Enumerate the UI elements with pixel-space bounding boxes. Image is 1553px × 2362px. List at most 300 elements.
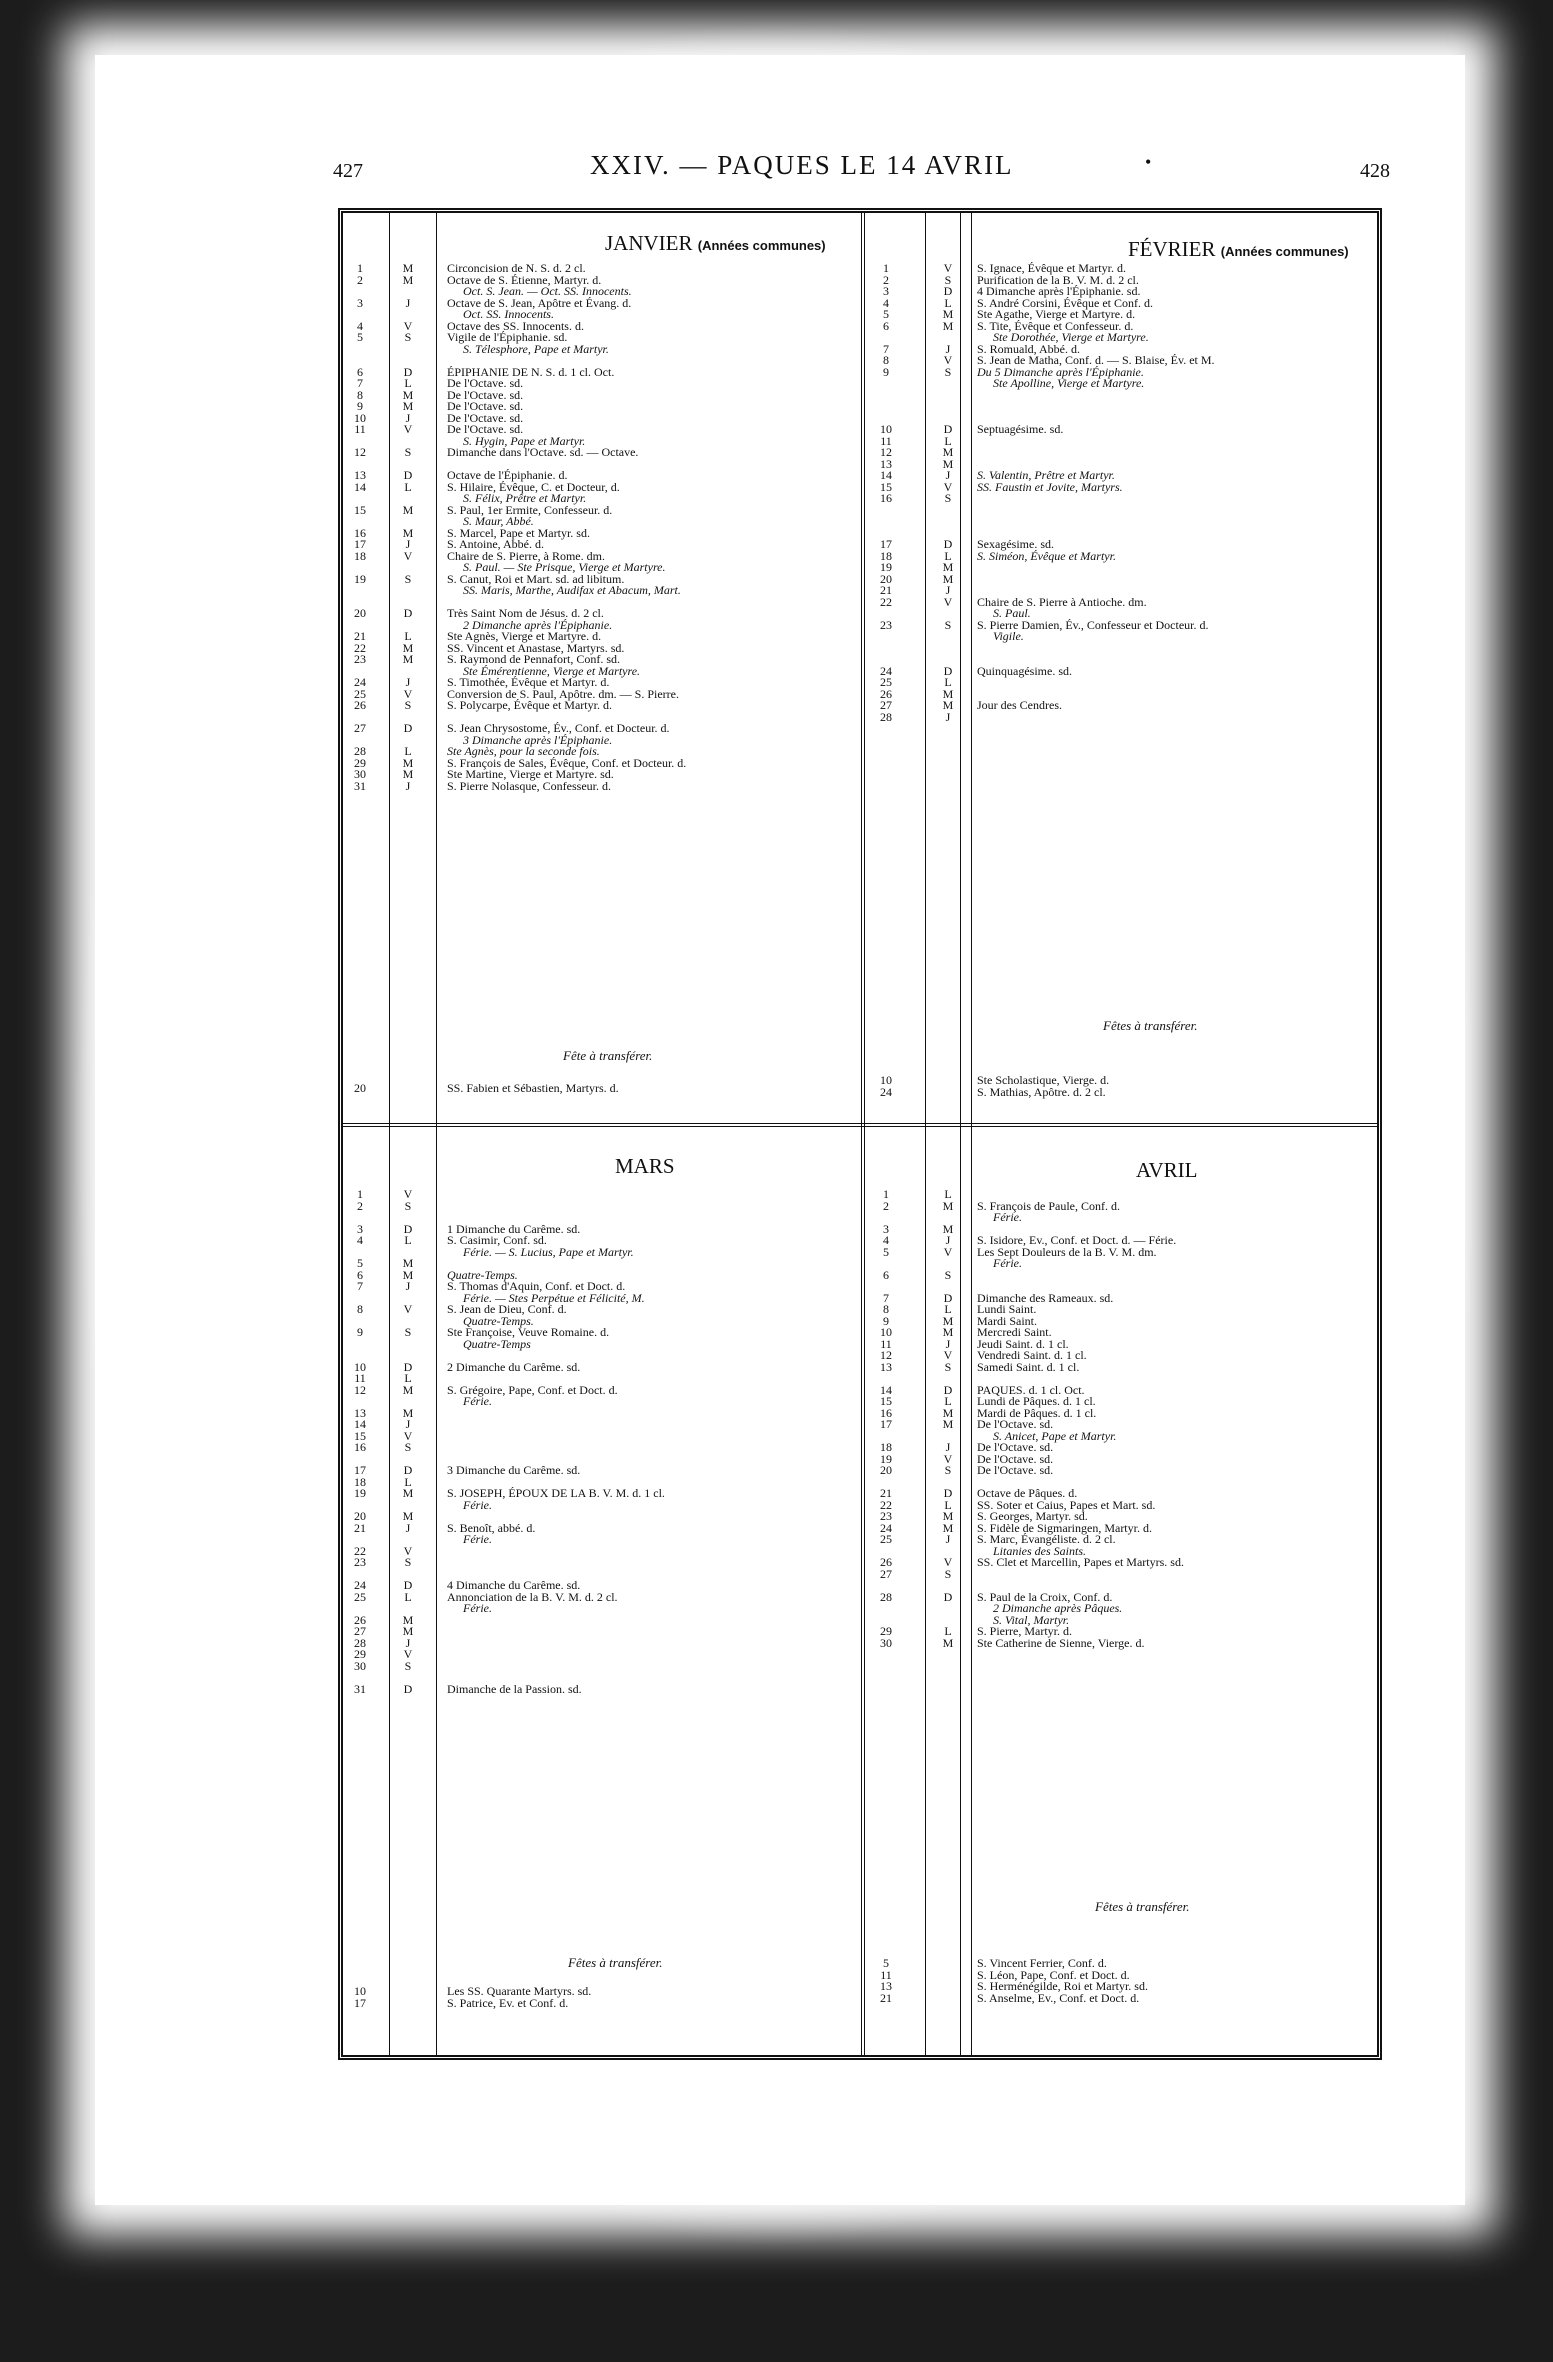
feast-entry: Octave de Pâques. d. bbox=[977, 1486, 1078, 1500]
feast-entry: Férie. bbox=[463, 1394, 492, 1408]
weekday-letter: D bbox=[943, 537, 953, 551]
weekday-letter: D bbox=[943, 1486, 953, 1500]
day-number: 27 bbox=[354, 721, 366, 735]
day-number: 3 bbox=[883, 1221, 889, 1236]
weekday-letter: V bbox=[403, 1302, 413, 1316]
feast-entry: S. Pierre Nolasque, Confesseur. d. bbox=[447, 778, 611, 793]
feast-entry: S. Canut, Roi et Mart. sd. ad libitum. bbox=[447, 571, 625, 586]
weekday-letter: V bbox=[403, 422, 413, 436]
feast-entry: Octave de l'Épiphanie. d. bbox=[447, 468, 568, 482]
transferred-feast: SS. Fabien et Sébastien, Martyrs. d. bbox=[447, 1081, 619, 1095]
weekday-letter: V bbox=[943, 1451, 953, 1466]
month-title-mars: MARS bbox=[615, 1154, 675, 1178]
weekday-letter: L bbox=[404, 479, 412, 494]
weekday-letter: S bbox=[404, 445, 412, 459]
weekday-letter: J bbox=[405, 537, 411, 551]
weekday-letter: S bbox=[944, 272, 952, 287]
quarter-separator bbox=[343, 1123, 1377, 1127]
day-number: 28 bbox=[354, 1635, 366, 1650]
weekday-letter: S bbox=[944, 364, 952, 379]
weekday-letter: M bbox=[942, 686, 954, 701]
weekday-letter: J bbox=[945, 341, 951, 356]
weekday-letter: M bbox=[942, 1221, 954, 1236]
feast-entry: De l'Octave. sd. bbox=[977, 1451, 1054, 1466]
weekday-letter: M bbox=[402, 502, 414, 517]
feast-entry: S. Maur, Abbé. bbox=[463, 514, 534, 528]
feast-entry: S. Romuald, Abbé. d. bbox=[977, 341, 1081, 356]
feast-entry: S. Félix, Prêtre et Martyr. bbox=[463, 491, 587, 505]
weekday-letter: M bbox=[402, 1486, 414, 1500]
transfer-day-number: 5 bbox=[883, 1956, 889, 1970]
feast-entry: Mardi de Pâques. d. 1 cl. bbox=[977, 1405, 1097, 1420]
day-number: 8 bbox=[883, 1302, 889, 1316]
weekday-letter: L bbox=[944, 675, 952, 689]
day-number: 7 bbox=[357, 376, 363, 390]
calendar-table bbox=[338, 208, 1382, 2060]
weekday-letter: S bbox=[944, 617, 952, 632]
weekday-letter: M bbox=[402, 767, 414, 781]
weekday-letter: M bbox=[942, 1405, 954, 1420]
day-number: 18 bbox=[354, 548, 366, 563]
feast-entry: S. Benoît, abbé. d. bbox=[447, 1520, 536, 1535]
transfer-day-number: 17 bbox=[354, 1995, 366, 2010]
weekday-letter: S bbox=[404, 1440, 412, 1454]
transferred-feast: S. Mathias, Apôtre. d. 2 cl. bbox=[977, 1084, 1106, 1099]
day-number: 9 bbox=[357, 399, 363, 413]
feasts-to-transfer-label: Fêtes à transférer. bbox=[568, 1955, 663, 1970]
day-number: 28 bbox=[880, 709, 892, 724]
weekday-letter: M bbox=[942, 307, 954, 321]
feast-entry: 4 Dimanche après l'Épiphanie. sd. bbox=[977, 284, 1141, 298]
day-number: 30 bbox=[354, 767, 366, 781]
weekday-letter: L bbox=[404, 744, 412, 758]
day-number: 19 bbox=[880, 1451, 892, 1466]
day-number: 20 bbox=[354, 606, 366, 620]
weekday-letter: M bbox=[402, 387, 414, 402]
weekday-letter: D bbox=[403, 1359, 413, 1374]
weekday-letter: M bbox=[402, 272, 414, 287]
feast-entry: Ste Martine, Vierge et Martyre. sd. bbox=[447, 767, 614, 781]
day-number: 11 bbox=[880, 1336, 892, 1351]
day-number: 20 bbox=[880, 1463, 892, 1477]
day-number: 24 bbox=[880, 663, 892, 678]
weekday-letter: L bbox=[944, 1497, 952, 1512]
feast-entry: Les Sept Douleurs de la B. V. M. dm. bbox=[977, 1244, 1157, 1259]
weekday-letter: V bbox=[403, 686, 413, 701]
day-number: 16 bbox=[354, 1440, 366, 1454]
day-number: 2 bbox=[357, 1198, 363, 1213]
transfer-day-number: 20 bbox=[354, 1081, 366, 1095]
weekday-letter: J bbox=[945, 1440, 951, 1454]
weekday-letter: V bbox=[943, 261, 953, 275]
day-number: 20 bbox=[880, 571, 892, 586]
feast-entry: S. Vital, Martyr. bbox=[993, 1612, 1070, 1627]
weekday-letter: J bbox=[405, 1635, 411, 1650]
day-number: 15 bbox=[880, 1394, 892, 1408]
feast-entry: Purification de la B. V. M. d. 2 cl. bbox=[977, 272, 1139, 287]
day-number: 24 bbox=[354, 675, 366, 689]
weekday-letter: V bbox=[403, 1428, 413, 1443]
weekday-letter: L bbox=[404, 1589, 412, 1604]
feast-entry: Vendredi Saint. d. 1 cl. bbox=[977, 1348, 1087, 1362]
day-number: 21 bbox=[880, 1486, 892, 1500]
day-number: 25 bbox=[354, 686, 366, 701]
feast-entry: De l'Octave. sd. bbox=[447, 422, 524, 436]
day-number: 8 bbox=[357, 387, 363, 402]
weekday-letter: J bbox=[405, 1279, 411, 1293]
day-number: 18 bbox=[880, 548, 892, 563]
transferred-feast: Ste Scholastique, Vierge. d. bbox=[977, 1073, 1110, 1087]
feast-entry: Ste Agnès, Vierge et Martyre. d. bbox=[447, 629, 602, 643]
feast-entry: Quatre-Temps bbox=[463, 1336, 531, 1351]
feast-entry: Du 5 Dimanche après l'Épiphanie. bbox=[977, 364, 1144, 379]
feast-entry: S. Georges, Martyr. sd. bbox=[977, 1509, 1088, 1523]
feast-entry: Vigile. bbox=[993, 629, 1024, 643]
weekday-letter: M bbox=[402, 1267, 414, 1282]
day-number: 13 bbox=[354, 1405, 366, 1420]
feast-entry: S. Antoine, Abbé. d. bbox=[447, 537, 545, 551]
feast-entry: S. Isidore, Ev., Conf. et Doct. d. — Férie. bbox=[977, 1233, 1177, 1247]
weekday-letter: L bbox=[944, 1187, 952, 1201]
weekday-letter: M bbox=[942, 1509, 954, 1523]
feasts-to-transfer-label: Fêtes à transférer. bbox=[1095, 1899, 1190, 1914]
weekday-letter: L bbox=[404, 1371, 412, 1385]
month-title-janvier: JANVIER (Années communes) bbox=[605, 231, 826, 255]
day-number: 19 bbox=[880, 560, 892, 574]
feast-entry: SS. Vincent et Anastase, Martyrs. sd. bbox=[447, 640, 625, 655]
weekday-letter: M bbox=[942, 560, 954, 574]
day-number: 6 bbox=[357, 364, 363, 379]
day-number: 17 bbox=[880, 1417, 892, 1431]
feast-entry: De l'Octave. sd. bbox=[977, 1463, 1054, 1477]
feast-entry: Chaire de S. Pierre, à Rome. dm. bbox=[447, 548, 605, 563]
weekday-letter: D bbox=[403, 1578, 413, 1592]
feast-entry: De l'Octave. sd. bbox=[447, 376, 524, 390]
feast-entry: Conversion de S. Paul, Apôtre. dm. — S. Pierre. bbox=[447, 686, 679, 701]
weekday-letter: S bbox=[404, 1658, 412, 1673]
feast-entry: S. Fidèle de Sigmaringen, Martyr. d. bbox=[977, 1520, 1152, 1535]
weekday-letter: J bbox=[945, 1336, 951, 1351]
column-rule bbox=[925, 213, 926, 2055]
weekday-letter: M bbox=[942, 1325, 954, 1339]
weekday-letter: M bbox=[402, 399, 414, 413]
day-number: 21 bbox=[354, 1520, 366, 1535]
feast-entry: Samedi Saint. d. 1 cl. bbox=[977, 1359, 1080, 1374]
feast-entry: S. Timothée, Évêque et Martyr. d. bbox=[447, 675, 610, 689]
weekday-letter: V bbox=[403, 1647, 413, 1661]
day-number: 19 bbox=[354, 1486, 366, 1500]
feast-entry: 3 Dimanche du Carême. sd. bbox=[447, 1463, 581, 1477]
weekday-letter: V bbox=[403, 318, 413, 333]
weekday-letter: V bbox=[403, 1187, 413, 1201]
day-number: 17 bbox=[354, 1463, 366, 1477]
transferred-feast: S. Léon, Pape, Conf. et Doct. d. bbox=[977, 1967, 1130, 1982]
weekday-letter: L bbox=[944, 548, 952, 563]
day-number: 5 bbox=[357, 330, 363, 344]
weekday-letter: J bbox=[945, 468, 951, 482]
day-number: 21 bbox=[880, 583, 892, 597]
day-number: 23 bbox=[354, 1555, 366, 1569]
weekday-letter: M bbox=[942, 1520, 954, 1535]
month-title-fevrier: FÉVRIER (Années communes) bbox=[1128, 237, 1349, 261]
day-number: 31 bbox=[354, 778, 366, 793]
feast-entry: Circoncision de N. S. d. 2 cl. bbox=[447, 261, 586, 275]
day-number: 22 bbox=[354, 1543, 366, 1558]
weekday-letter: D bbox=[943, 1290, 953, 1305]
day-number: 14 bbox=[880, 468, 892, 482]
feast-entry: S. Hygin, Pape et Martyr. bbox=[463, 433, 586, 448]
day-number: 22 bbox=[354, 640, 366, 655]
feast-entry: De l'Octave. sd. bbox=[977, 1417, 1054, 1431]
feast-entry: S. François de Paule, Conf. d. bbox=[977, 1198, 1120, 1213]
transfer-day-number: 24 bbox=[880, 1084, 892, 1099]
weekday-letter: D bbox=[943, 663, 953, 678]
day-number: 29 bbox=[354, 755, 366, 770]
day-number: 18 bbox=[354, 1474, 366, 1489]
transferred-feast: Les SS. Quarante Martyrs. sd. bbox=[447, 1984, 592, 1998]
feast-entry: Mardi Saint. bbox=[977, 1313, 1037, 1328]
running-head: XXIV. — PAQUES LE 14 AVRIL bbox=[590, 150, 1014, 180]
weekday-letter: V bbox=[943, 353, 953, 367]
feast-entry: S. Valentin, Prêtre et Martyr. bbox=[977, 468, 1115, 482]
weekday-letter: M bbox=[942, 1417, 954, 1431]
day-number: 9 bbox=[357, 1325, 363, 1339]
weekday-letter: M bbox=[402, 1509, 414, 1523]
weekday-letter: M bbox=[942, 1198, 954, 1213]
feast-entry: S. Casimir, Conf. sd. bbox=[447, 1233, 547, 1247]
day-number: 1 bbox=[883, 261, 889, 275]
day-number: 2 bbox=[883, 1198, 889, 1213]
weekday-letter: D bbox=[403, 364, 413, 379]
day-number: 4 bbox=[883, 1233, 889, 1247]
weekday-letter: M bbox=[402, 1382, 414, 1397]
day-number: 24 bbox=[354, 1578, 366, 1592]
feast-entry: Jour des Cendres. bbox=[977, 698, 1062, 712]
feast-entry: De l'Octave. sd. bbox=[447, 399, 524, 413]
day-number: 15 bbox=[880, 479, 892, 494]
weekday-letter: J bbox=[405, 295, 411, 310]
day-number: 26 bbox=[880, 1555, 892, 1569]
feast-entry: Ste Dorothée, Vierge et Martyre. bbox=[993, 330, 1149, 344]
weekday-letter: S bbox=[404, 330, 412, 344]
feast-entry: 2 Dimanche après l'Épiphanie. bbox=[463, 617, 613, 632]
day-number: 26 bbox=[880, 686, 892, 701]
weekday-letter: M bbox=[402, 640, 414, 655]
column-rule bbox=[389, 213, 390, 2055]
feasts-to-transfer-label: Fête à transférer. bbox=[563, 1048, 653, 1063]
feast-entry: Jeudi Saint. d. 1 cl. bbox=[977, 1336, 1069, 1351]
transfer-day-number: 13 bbox=[880, 1979, 892, 1993]
weekday-letter: V bbox=[943, 479, 953, 494]
feast-entry: Litanies des Saints. bbox=[993, 1543, 1087, 1558]
weekday-letter: M bbox=[942, 571, 954, 586]
weekday-letter: V bbox=[943, 594, 953, 609]
right-page-number: 428 bbox=[1360, 160, 1390, 182]
day-number: 18 bbox=[880, 1440, 892, 1454]
feast-entry: Chaire de S. Pierre à Antioche. dm. bbox=[977, 594, 1147, 609]
feast-entry: Férie. — Stes Perpétue et Félicité, M. bbox=[463, 1290, 645, 1305]
day-number: 27 bbox=[354, 1624, 366, 1638]
day-number: 4 bbox=[357, 318, 363, 333]
day-number: 8 bbox=[357, 1302, 363, 1316]
day-number: 17 bbox=[880, 537, 892, 551]
weekday-letter: S bbox=[944, 1463, 952, 1477]
month-title-avril: AVRIL bbox=[1136, 1158, 1198, 1182]
feast-entry: S. Paul. — Ste Prisque, Vierge et Martyre. bbox=[463, 560, 666, 574]
feast-entry: Ste Émérentienne, Vierge et Martyre. bbox=[463, 663, 641, 678]
feast-entry: S. Jean de Dieu, Conf. d. bbox=[447, 1302, 567, 1316]
feast-entry: S. Grégoire, Pape, Conf. et Doct. d. bbox=[447, 1382, 618, 1397]
feast-entry: 1 Dimanche du Carême. sd. bbox=[447, 1221, 581, 1236]
feast-entry: S. JOSEPH, ÉPOUX DE LA B. V. M. d. 1 cl. bbox=[447, 1486, 665, 1500]
feast-entry: SS. Soter et Caius, Papes et Mart. sd. bbox=[977, 1497, 1156, 1512]
feast-entry: Ste Apolline, Vierge et Martyre. bbox=[993, 376, 1145, 390]
day-number: 4 bbox=[357, 1233, 363, 1247]
feast-entry: S. Pierre Damien, Év., Confesseur et Docteur. d. bbox=[977, 617, 1209, 632]
day-number: 12 bbox=[354, 445, 366, 459]
feast-entry: Annonciation de la B. V. M. d. 2 cl. bbox=[447, 1589, 618, 1604]
day-number: 15 bbox=[354, 502, 366, 517]
day-number: 3 bbox=[883, 284, 889, 298]
weekday-letter: D bbox=[403, 721, 413, 735]
feast-entry: Lundi de Pâques. d. 1 cl. bbox=[977, 1394, 1096, 1408]
day-number: 13 bbox=[880, 1359, 892, 1374]
day-number: 27 bbox=[880, 698, 892, 712]
weekday-letter: V bbox=[403, 1543, 413, 1558]
day-number: 2 bbox=[357, 272, 363, 287]
column-rule bbox=[436, 213, 437, 2055]
day-number: 29 bbox=[354, 1647, 366, 1661]
feast-entry: SS. Faustin et Jovite, Martyrs. bbox=[977, 479, 1123, 494]
feast-entry: S. Polycarpe, Évêque et Martyr. d. bbox=[447, 698, 612, 712]
feast-entry: Vigile de l'Épiphanie. sd. bbox=[447, 330, 568, 344]
column-rule bbox=[971, 213, 972, 2055]
weekday-letter: D bbox=[943, 284, 953, 298]
day-number: 19 bbox=[354, 571, 366, 586]
day-number: 14 bbox=[354, 1417, 366, 1431]
day-number: 23 bbox=[880, 1509, 892, 1523]
weekday-letter: L bbox=[944, 1302, 952, 1316]
day-number: 5 bbox=[357, 1256, 363, 1270]
weekday-letter: L bbox=[944, 433, 952, 448]
weekday-letter: M bbox=[942, 698, 954, 712]
weekday-letter: M bbox=[402, 652, 414, 666]
day-number: 24 bbox=[880, 1520, 892, 1535]
weekday-letter: D bbox=[943, 422, 953, 436]
weekday-letter: S bbox=[944, 1566, 952, 1581]
feast-entry: S. Marcel, Pape et Martyr. sd. bbox=[447, 525, 590, 540]
feast-entry: S. Paul. bbox=[993, 606, 1031, 620]
feast-entry: S. Anicet, Pape et Martyr. bbox=[993, 1428, 1117, 1443]
weekday-letter: S bbox=[944, 1359, 952, 1374]
weekday-letter: M bbox=[402, 525, 414, 540]
feast-entry: 2 Dimanche du Carême. sd. bbox=[447, 1359, 581, 1374]
day-number: 27 bbox=[880, 1566, 892, 1581]
feast-entry: Octave de S. Étienne, Martyr. d. bbox=[447, 272, 602, 287]
day-number: 1 bbox=[883, 1187, 889, 1201]
weekday-letter: L bbox=[944, 1394, 952, 1408]
feast-entry: S. Hilaire, Évêque, C. et Docteur, d. bbox=[447, 479, 620, 494]
feast-entry: S. François de Sales, Évêque, Conf. et Docteur. d. bbox=[447, 755, 687, 770]
transferred-feast: S. Herménégilde, Roi et Martyr. sd. bbox=[977, 1979, 1148, 1993]
day-number: 14 bbox=[354, 479, 366, 494]
day-number: 25 bbox=[880, 1532, 892, 1546]
feast-entry: Octave des SS. Innocents. d. bbox=[447, 318, 584, 333]
transfer-day-number: 10 bbox=[880, 1073, 892, 1087]
day-number: 10 bbox=[880, 1325, 892, 1339]
day-number: 7 bbox=[883, 1290, 889, 1305]
day-number: 22 bbox=[880, 1497, 892, 1512]
transferred-feast: S. Anselme, Ev., Conf. et Doct. d. bbox=[977, 1990, 1140, 2005]
day-number: 6 bbox=[883, 1267, 889, 1282]
weekday-letter: S bbox=[404, 571, 412, 586]
feast-entry: Ste Agnès, pour la seconde fois. bbox=[447, 744, 600, 758]
day-number: 12 bbox=[880, 1348, 892, 1362]
feast-entry: S. André Corsini, Évêque et Conf. d. bbox=[977, 295, 1153, 310]
day-number: 11 bbox=[880, 433, 892, 448]
day-number: 25 bbox=[354, 1589, 366, 1604]
transfer-day-number: 11 bbox=[880, 1967, 892, 1982]
feast-entry: Sexagésime. sd. bbox=[977, 537, 1054, 551]
feast-entry: S. Jean Chrysostome, Év., Conf. et Docteur. d. bbox=[447, 721, 670, 735]
day-number: 7 bbox=[883, 341, 889, 356]
feast-entry: Férie. bbox=[463, 1532, 492, 1546]
feast-entry: Férie. bbox=[993, 1210, 1022, 1224]
weekday-letter: J bbox=[945, 1233, 951, 1247]
feast-entry: S. Siméon, Évêque et Martyr. bbox=[977, 548, 1116, 563]
feast-entry: S. Tite, Évêque et Confesseur. d. bbox=[977, 318, 1134, 333]
weekday-letter: M bbox=[942, 456, 954, 471]
feast-entry: Quatre-Temps. bbox=[447, 1267, 518, 1282]
day-number: 21 bbox=[354, 629, 366, 643]
weekday-letter: J bbox=[945, 583, 951, 597]
day-number: 22 bbox=[880, 594, 892, 609]
weekday-letter: L bbox=[404, 376, 412, 390]
weekday-letter: M bbox=[402, 755, 414, 770]
feast-entry: 3 Dimanche après l'Épiphanie. bbox=[463, 732, 613, 747]
weekday-letter: M bbox=[402, 1624, 414, 1638]
weekday-letter: J bbox=[405, 675, 411, 689]
day-number: 14 bbox=[880, 1382, 892, 1397]
day-number: 30 bbox=[880, 1635, 892, 1650]
weekday-letter: M bbox=[942, 318, 954, 333]
weekday-letter: D bbox=[403, 468, 413, 482]
weekday-letter: M bbox=[402, 1256, 414, 1270]
weekday-letter: V bbox=[943, 1348, 953, 1362]
day-number: 12 bbox=[880, 445, 892, 459]
weekday-letter: J bbox=[945, 1532, 951, 1546]
weekday-letter: J bbox=[945, 709, 951, 724]
day-number: 26 bbox=[354, 698, 366, 712]
feast-entry: Très Saint Nom de Jésus. d. 2 cl. bbox=[447, 606, 604, 620]
feast-entry: Dimanche dans l'Octave. sd. — Octave. bbox=[447, 445, 639, 459]
day-number: 23 bbox=[354, 652, 366, 666]
day-number: 11 bbox=[354, 1371, 366, 1385]
feast-entry: Quatre-Temps. bbox=[463, 1313, 534, 1328]
feast-entry: 2 Dimanche après Pâques. bbox=[993, 1601, 1123, 1615]
feast-entry: Dimanche des Rameaux. sd. bbox=[977, 1290, 1114, 1305]
feast-entry: S. Télesphore, Pape et Martyr. bbox=[463, 341, 609, 356]
day-number: 5 bbox=[883, 1244, 889, 1259]
feast-entry: Octave de S. Jean, Apôtre et Évang. d. bbox=[447, 295, 632, 310]
weekday-letter: L bbox=[944, 295, 952, 310]
day-number: 4 bbox=[883, 295, 889, 310]
feast-entry: Férie. — S. Lucius, Pape et Martyr. bbox=[463, 1244, 634, 1259]
day-number: 5 bbox=[883, 307, 889, 321]
feast-entry: De l'Octave. sd. bbox=[977, 1440, 1054, 1454]
weekday-letter: M bbox=[402, 1405, 414, 1420]
weekday-letter: S bbox=[944, 491, 952, 505]
